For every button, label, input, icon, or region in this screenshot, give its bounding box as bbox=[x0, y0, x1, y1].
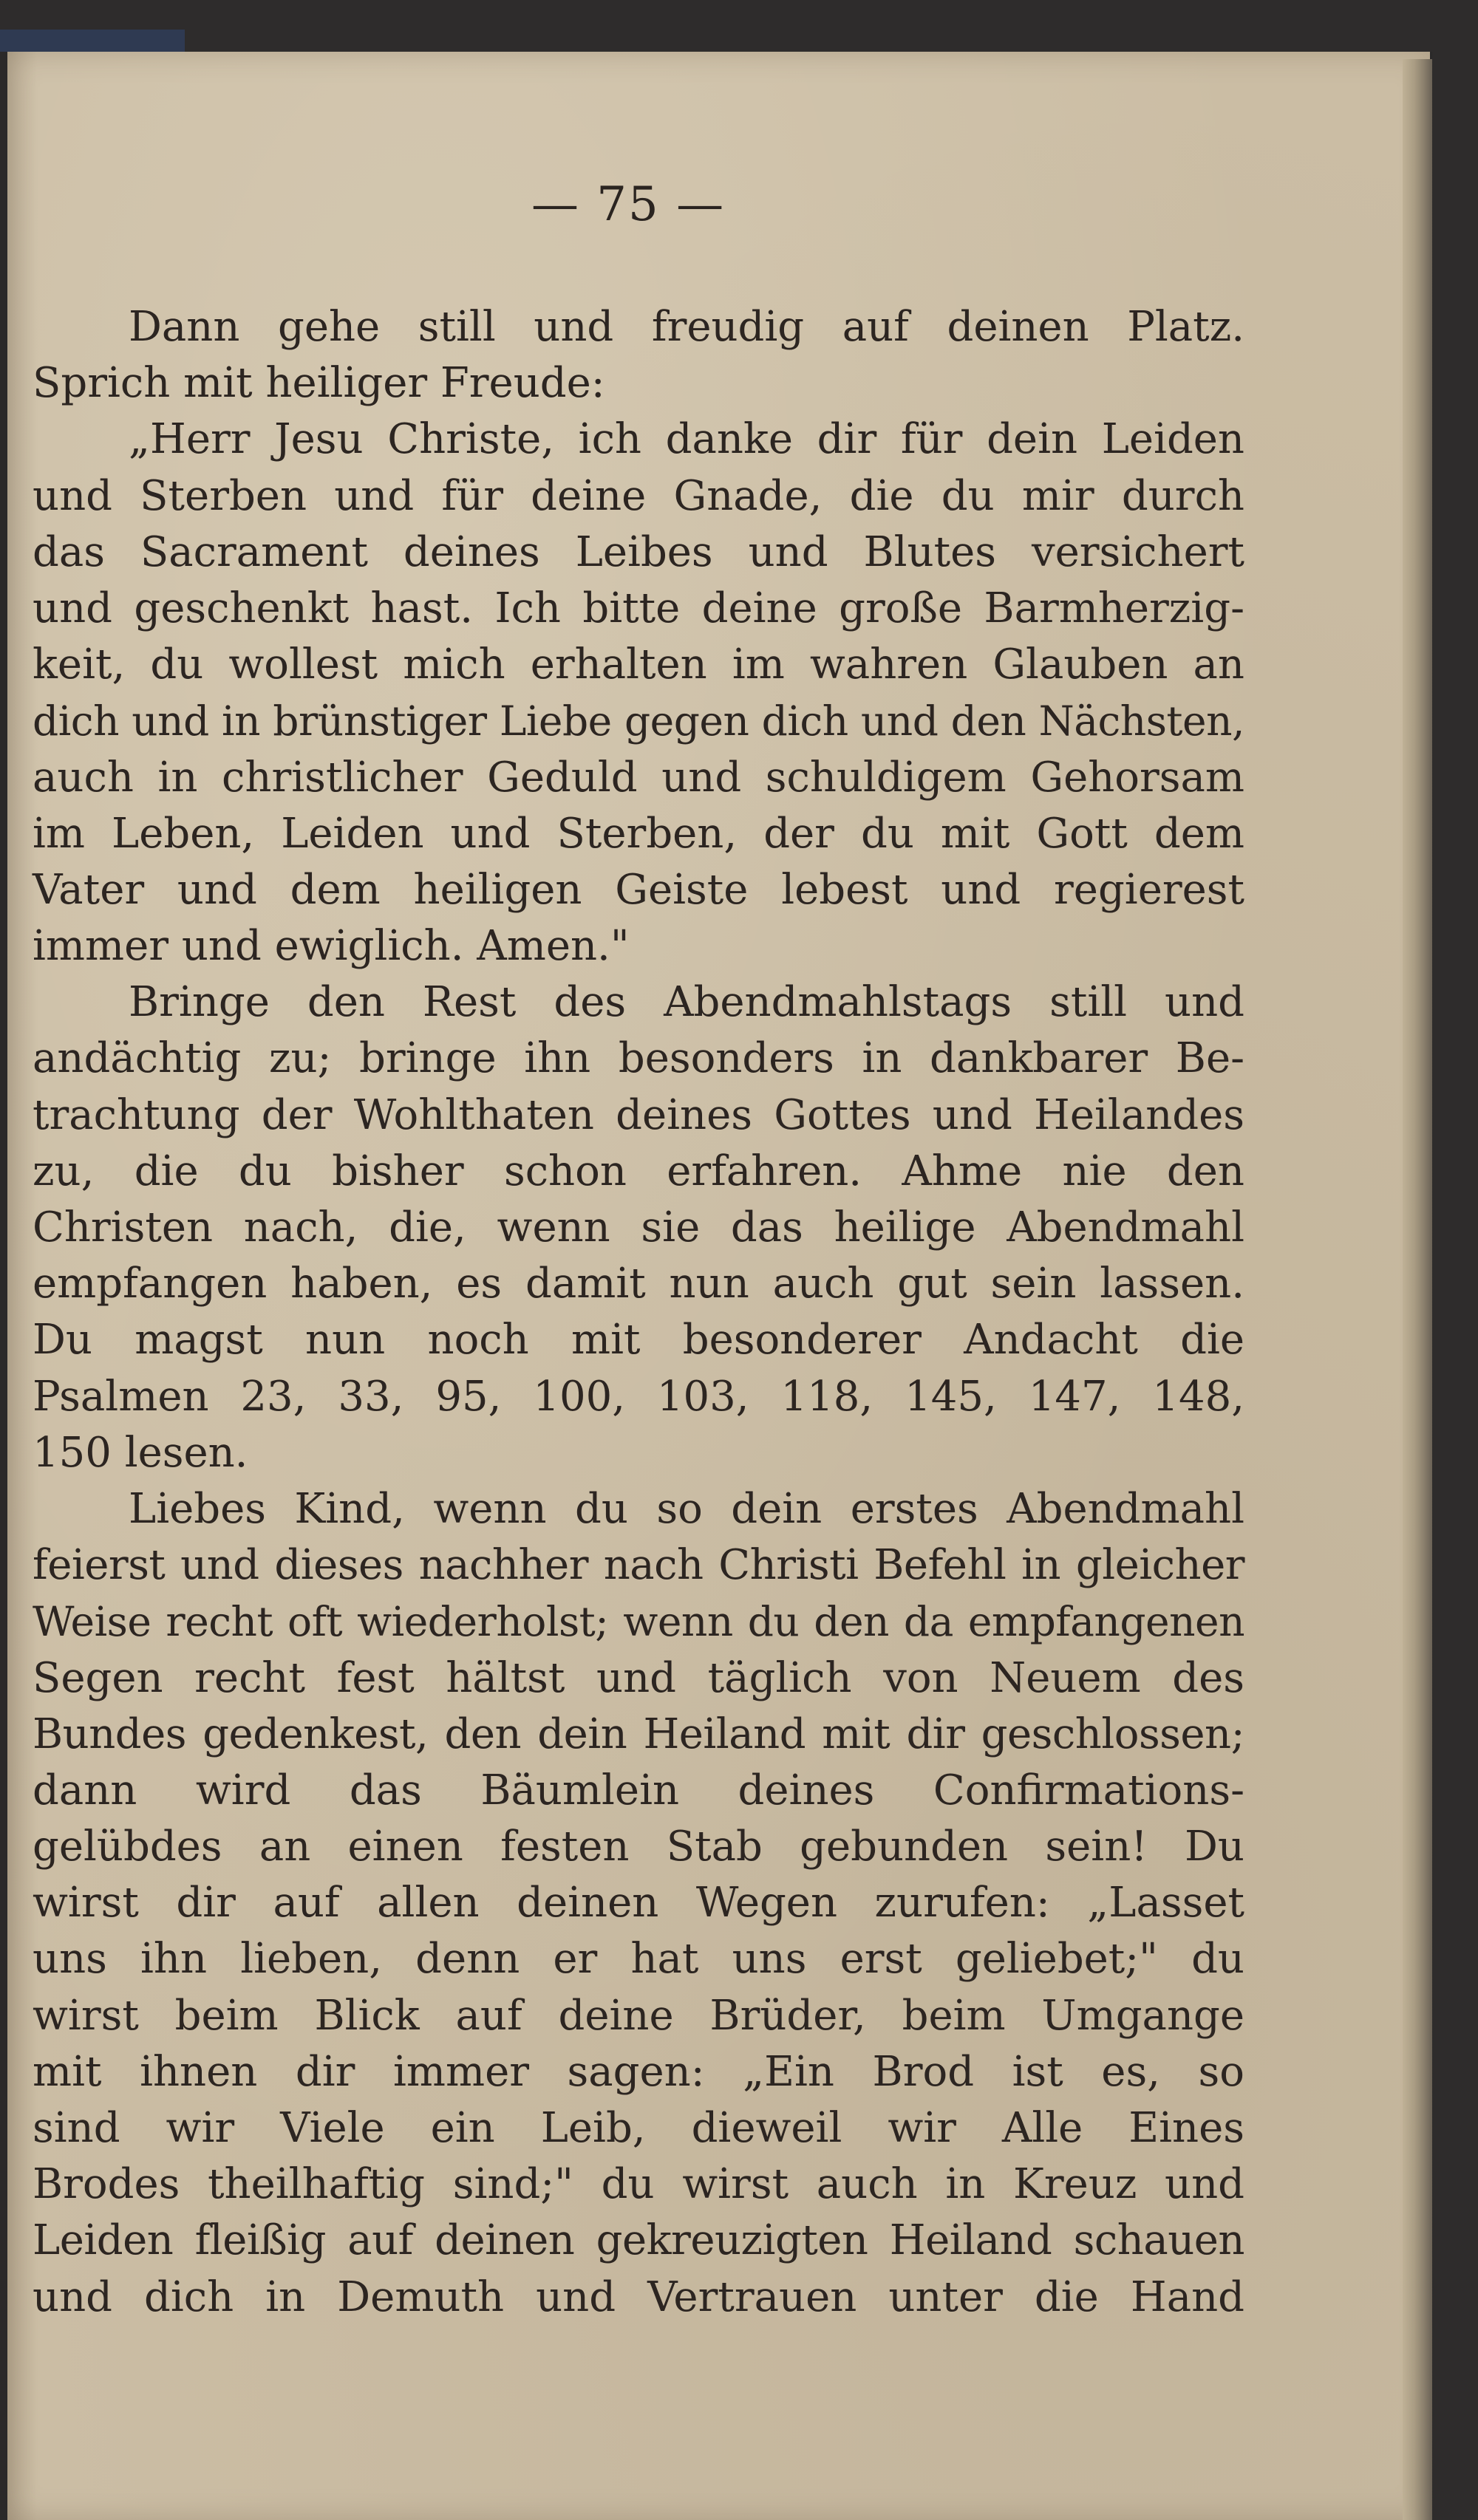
text-line: Du magst nun noch mit besonderer Andacht die bbox=[33, 1316, 1244, 1365]
text-line: dich und in brünstiger Liebe gegen dich und den Nächsten, bbox=[33, 697, 1244, 745]
page-edge-strip bbox=[1403, 59, 1432, 2520]
text-line: trachtung der Wohlthaten deines Gottes und Heilandes bbox=[33, 1090, 1244, 1139]
body-text bbox=[33, 299, 1244, 2326]
text-line: empfangen haben, es damit nun auch gut sein lassen. bbox=[33, 1260, 1244, 1308]
text-line: sind wir Viele ein Leib, dieweil wir Alle Eines bbox=[33, 2104, 1244, 2152]
text-line: Christen nach, die, wenn sie das heilige Abendmahl bbox=[33, 1203, 1244, 1252]
text-line: dann wird das Bäumlein deines Confirmations- bbox=[33, 1766, 1244, 1814]
text-line: „Herr Jesu Christe, ich danke dir für dein Leiden bbox=[129, 415, 1244, 464]
text-line: Bringe den Rest des Abendmahlstags still und bbox=[129, 978, 1244, 1027]
text-line: mit ihnen dir immer sagen: „Ein Brod ist es, so bbox=[33, 2047, 1244, 2096]
text-line: Sprich mit heiliger Freude: bbox=[33, 359, 605, 408]
text-line: Bundes gedenkest, den dein Heiland mit dir geschlossen; bbox=[33, 1710, 1244, 1758]
text-line: und Sterben und für deine Gnade, die du mir durch bbox=[33, 471, 1244, 520]
scan-top-edge bbox=[0, 0, 1478, 52]
text-line: auch in christlicher Geduld und schuldigem Gehorsam bbox=[33, 753, 1244, 802]
page-number: — 75 — bbox=[531, 177, 726, 232]
text-line: Leiden fleißig auf deinen gekreuzigten Heiland schauen bbox=[33, 2216, 1244, 2265]
text-line: uns ihn lieben, denn er hat uns erst geliebet;" du bbox=[33, 1935, 1244, 1984]
text-line: und dich in Demuth und Vertrauen unter die Hand bbox=[33, 2273, 1244, 2321]
text-line: wirst dir auf allen deinen Wegen zurufen: „Lasset bbox=[33, 1879, 1244, 1927]
text-line: wirst beim Blick auf deine Brüder, beim Umgange bbox=[33, 1991, 1244, 2040]
text-line: im Leben, Leiden und Sterben, der du mit Gott dem bbox=[33, 809, 1244, 858]
text-line: gelübdes an einen festen Stab gebunden sein! Du bbox=[33, 1823, 1244, 1871]
text-line: Weise recht oft wiederholst; wenn du den da empfangenen bbox=[33, 1598, 1244, 1646]
text-line: keit, du wollest mich erhalten im wahren Glauben an bbox=[33, 641, 1244, 689]
text-line: Segen recht fest hältst und täglich von Neuem des bbox=[33, 1653, 1244, 1702]
text-line: Liebes Kind, wenn du so dein erstes Abendmahl bbox=[129, 1484, 1244, 1533]
cover-edge bbox=[0, 30, 185, 52]
text-line: Psalmen 23, 33, 95, 100, 103, 118, 145, 147, 148, bbox=[33, 1372, 1244, 1421]
text-line: andächtig zu; bringe ihn besonders in dankbarer Be- bbox=[33, 1034, 1244, 1083]
text-line: immer und ewiglich. Amen." bbox=[33, 922, 630, 971]
scan-right-edge bbox=[1432, 0, 1478, 2520]
text-line: und geschenkt hast. Ich bitte deine große Barmherzig- bbox=[33, 584, 1244, 632]
text-line: 150 lesen. bbox=[33, 1428, 248, 1477]
text-line: Dann gehe still und freudig auf deinen Platz. bbox=[129, 303, 1244, 351]
text-line: Vater und dem heiligen Geiste lebest und regierest bbox=[33, 865, 1244, 914]
text-line: zu, die du bisher schon erfahren. Ahme nie den bbox=[33, 1147, 1244, 1195]
text-line: das Sacrament deines Leibes und Blutes versichert bbox=[33, 527, 1244, 576]
text-line: feierst und dieses nachher nach Christi Befehl in gleicher bbox=[33, 1541, 1244, 1590]
text-line: Brodes theilhaftig sind;" du wirst auch in Kreuz und bbox=[33, 2160, 1244, 2209]
